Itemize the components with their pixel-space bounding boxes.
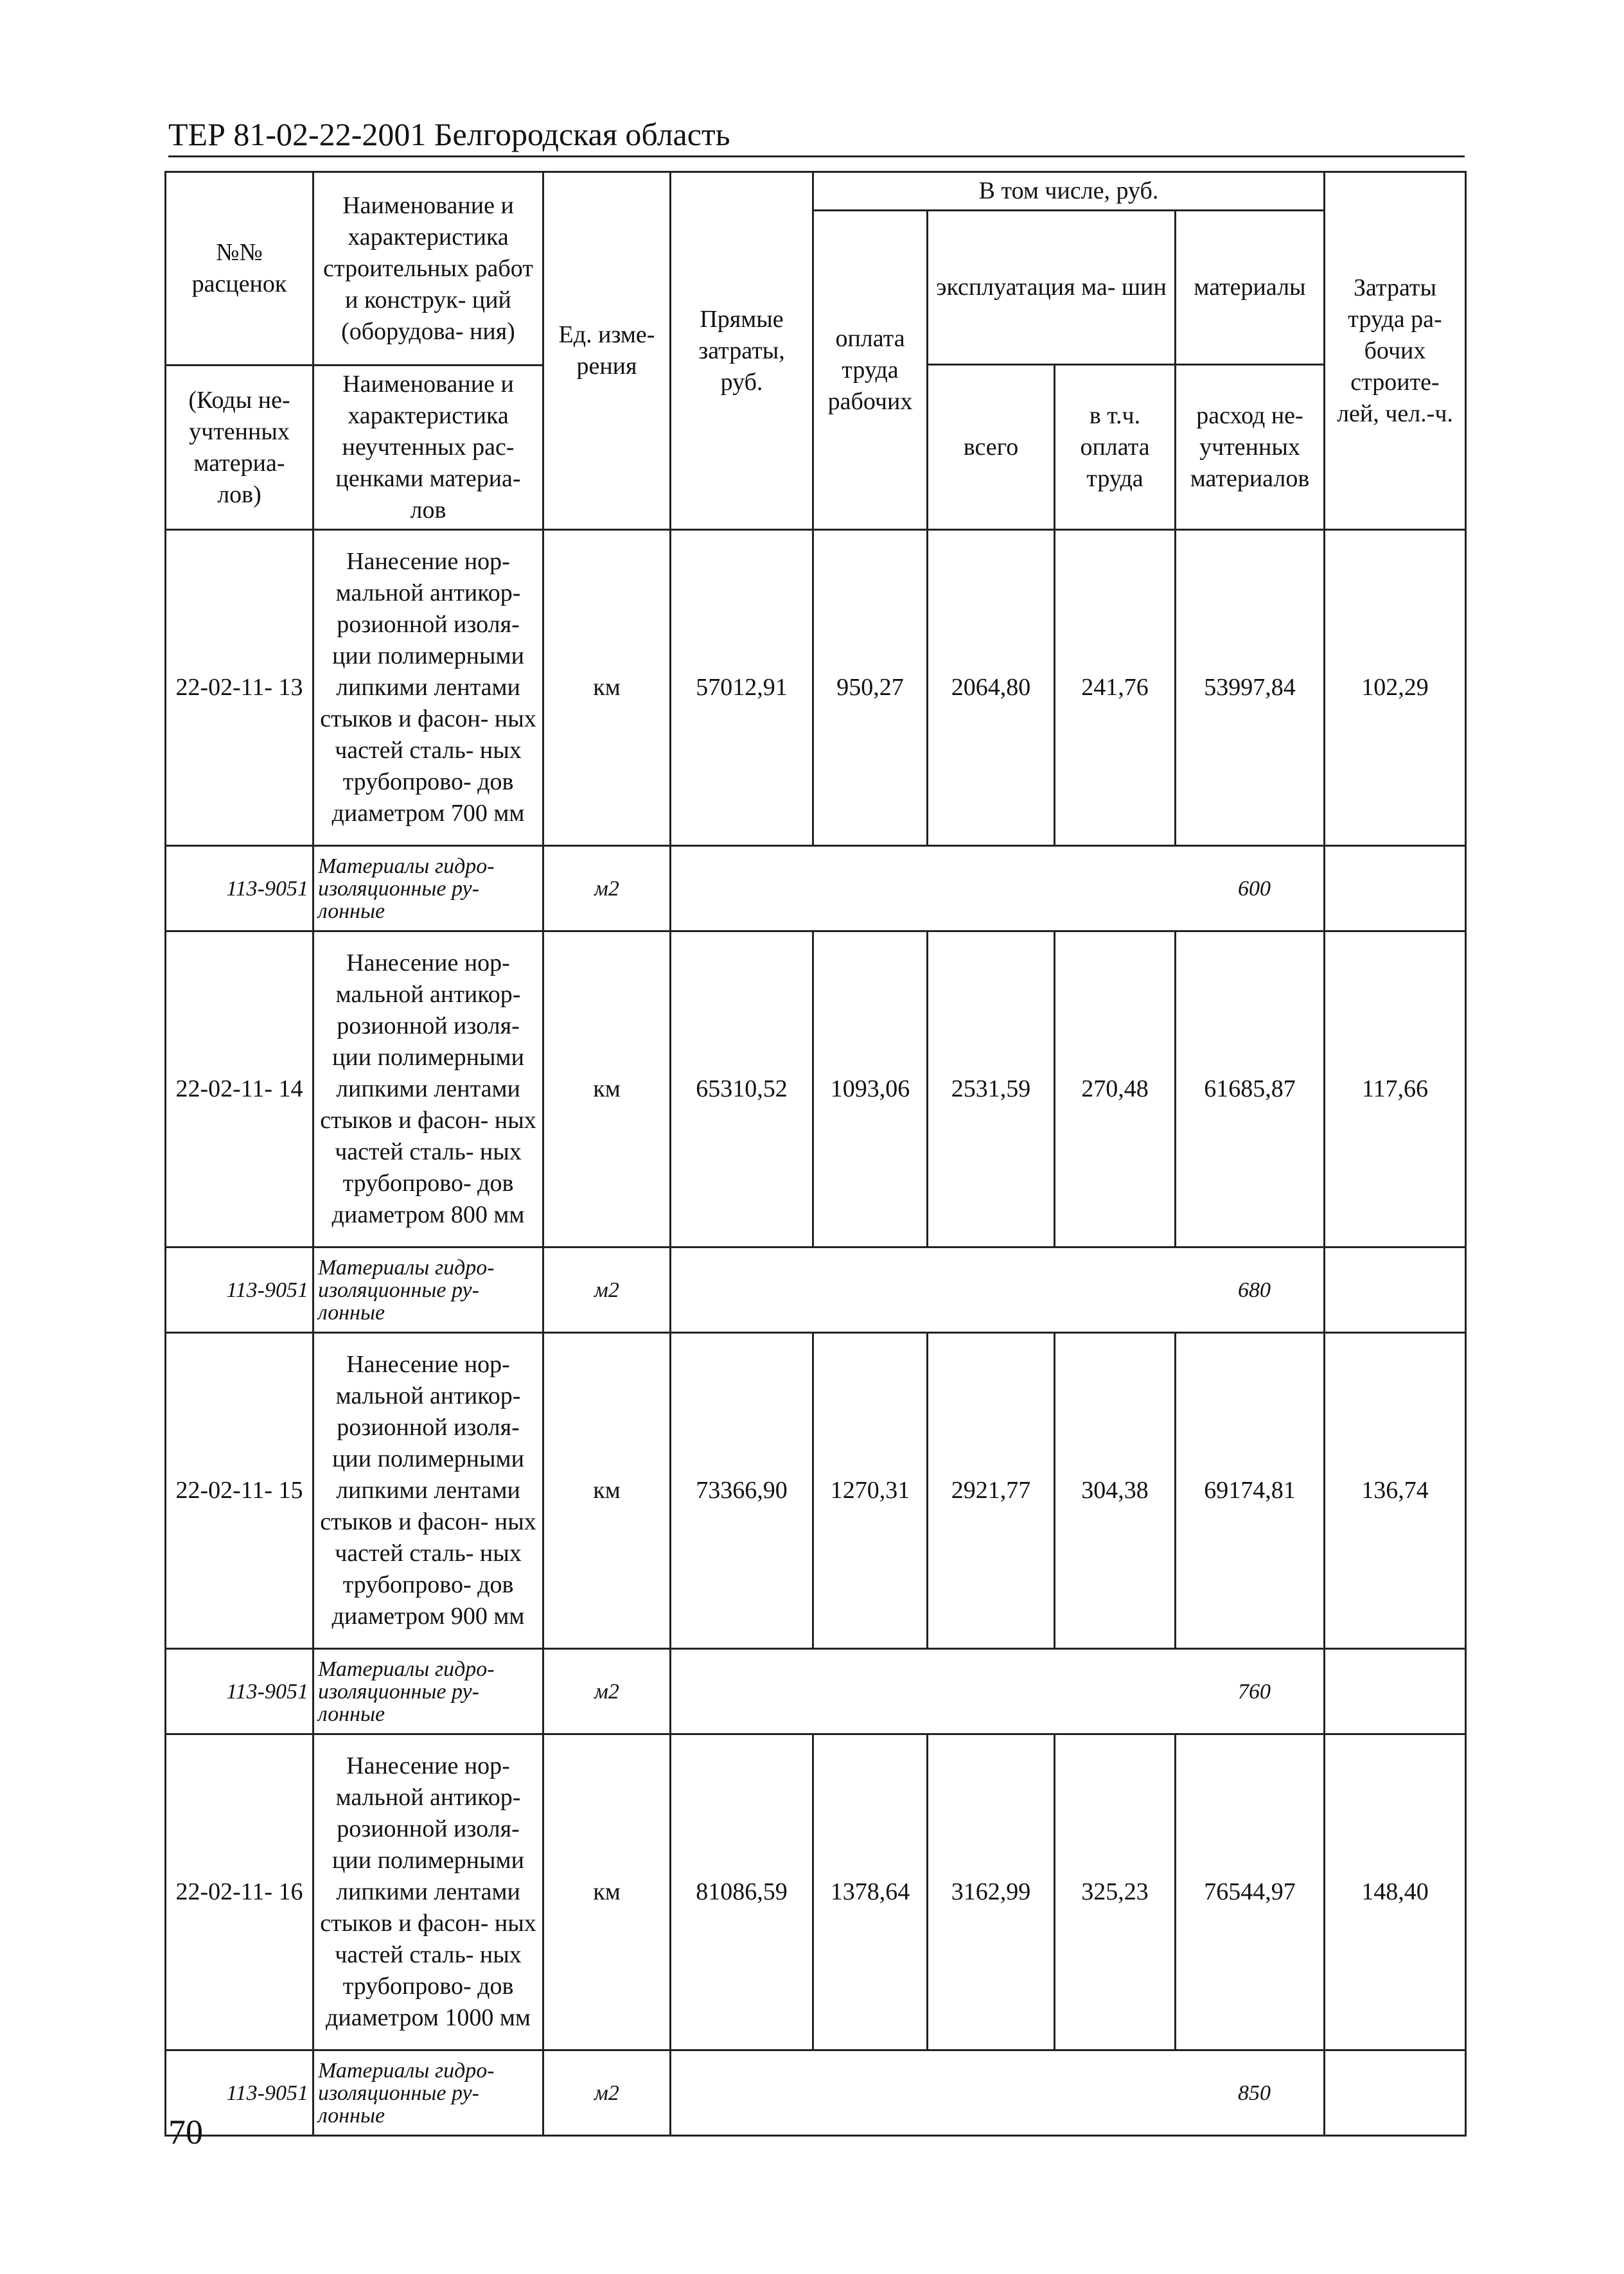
material-unit: м2 (543, 1247, 671, 1333)
direct-cost: 81086,59 (671, 1734, 813, 2050)
material-row (166, 1247, 1466, 1333)
header-name-2: Наименование и характеристика неучтенных рас- ценками материа- лов (313, 366, 543, 530)
wages: 1093,06 (813, 931, 928, 1247)
material-code: 113-9051 (166, 1649, 313, 1734)
material-code: 113-9051 (166, 846, 313, 931)
header-code-2: (Коды не- учтенных материа- лов) (166, 366, 313, 530)
material-labor (1325, 2050, 1466, 2136)
machines-wages: 270,48 (1055, 931, 1176, 1247)
rate-code: 22-02-11- 15 (166, 1333, 313, 1649)
rates-table (164, 171, 1467, 2137)
material-labor (1325, 1649, 1466, 1734)
material-unit: м2 (543, 1649, 671, 1734)
header-name: Наименование и характеристика строительных работ и конструк- ций (оборудова- ния) (313, 172, 543, 366)
header-direct-cost: Прямые затраты, руб. (671, 172, 813, 530)
work-name: Нанесение нор- мальной антикор- розионной изоля- ции полимерными липкими лентами стыков и фасон- ных частей сталь- ных трубопрово- дов диаметром 700 мм (313, 530, 543, 846)
material-qty: 760 (671, 1649, 1325, 1734)
header-machines-total: всего (928, 365, 1055, 530)
machines-wages: 304,38 (1055, 1333, 1176, 1649)
material-row (166, 2050, 1466, 2136)
rate-code: 22-02-11- 16 (166, 1734, 313, 2050)
wages: 1378,64 (813, 1734, 928, 2050)
work-name: Нанесение нор- мальной антикор- розионной изоля- ции полимерными липкими лентами стыков и фасон- ных частей сталь- ных трубопрово- дов диаметром 800 мм (313, 931, 543, 1247)
work-name: Нанесение нор- мальной антикор- розионной изоля- ции полимерными липкими лентами стыков и фасон- ных частей сталь- ных трубопрово- дов диаметром 1000 мм (313, 1734, 543, 2050)
unit: км (543, 1734, 671, 2050)
material-name: Материалы гидро- изоляционные ру- лонные (313, 2050, 543, 2136)
material-name: Материалы гидро- изоляционные ру- лонные (313, 1649, 543, 1734)
header-machines: эксплуатация ма- шин (928, 211, 1176, 365)
direct-cost: 57012,91 (671, 530, 813, 846)
material-labor (1325, 846, 1466, 931)
labor: 136,74 (1325, 1333, 1466, 1649)
wages: 1270,31 (813, 1333, 928, 1649)
header-unit: Ед. изме- рения (543, 172, 671, 530)
rate-code: 22-02-11- 13 (166, 530, 313, 846)
material-qty: 680 (671, 1247, 1325, 1333)
material-code: 113-9051 (166, 1247, 313, 1333)
material-row (166, 846, 1466, 931)
direct-cost: 73366,90 (671, 1333, 813, 1649)
page-header (168, 110, 1465, 157)
header-labor: Затраты труда ра- бочих строите- лей, чел.-ч. (1325, 172, 1466, 530)
unit: км (543, 1333, 671, 1649)
header-wages: оплата труда рабочих (813, 211, 928, 530)
page-number: 70 (168, 2113, 203, 2151)
machines-wages: 241,76 (1055, 530, 1176, 846)
table-row (166, 931, 1466, 1247)
machines-total: 2064,80 (928, 530, 1055, 846)
material-qty: 600 (671, 846, 1325, 931)
labor: 117,66 (1325, 931, 1466, 1247)
machines-total: 2531,59 (928, 931, 1055, 1247)
material-unit: м2 (543, 846, 671, 931)
header-materials: материалы (1176, 211, 1325, 365)
header-code: №№ расценок (166, 172, 313, 366)
material-qty: 850 (671, 2050, 1325, 2136)
material-row (166, 1649, 1466, 1734)
materials: 53997,84 (1176, 530, 1325, 846)
materials: 61685,87 (1176, 931, 1325, 1247)
machines-total: 2921,77 (928, 1333, 1055, 1649)
header-materials-2: расход не- учтенных материалов (1176, 365, 1325, 530)
machines-total: 3162,99 (928, 1734, 1055, 2050)
table-row (166, 530, 1466, 846)
materials: 69174,81 (1176, 1333, 1325, 1649)
machines-wages: 325,23 (1055, 1734, 1176, 2050)
wages: 950,27 (813, 530, 928, 846)
unit: км (543, 530, 671, 846)
material-code: 113-9051 (166, 2050, 313, 2136)
header-including: В том числе, руб. (813, 172, 1325, 211)
material-name: Материалы гидро- изоляционные ру- лонные (313, 1247, 543, 1333)
labor: 148,40 (1325, 1734, 1466, 2050)
direct-cost: 65310,52 (671, 931, 813, 1247)
table-row (166, 1734, 1466, 2050)
work-name: Нанесение нор- мальной антикор- розионной изоля- ции полимерными липкими лентами стыков и фасон- ных частей сталь- ных трубопрово- дов диаметром 900 мм (313, 1333, 543, 1649)
materials: 76544,97 (1176, 1734, 1325, 2050)
table-row (166, 1333, 1466, 1649)
header-row-1 (166, 172, 1466, 211)
labor: 102,29 (1325, 530, 1466, 846)
rate-code: 22-02-11- 14 (166, 931, 313, 1247)
material-name: Материалы гидро- изоляционные ру- лонные (313, 846, 543, 931)
unit: км (543, 931, 671, 1247)
material-labor (1325, 1247, 1466, 1333)
header-machines-wages: в т.ч. оплата труда (1055, 365, 1176, 530)
document-title: ТЕР 81-02-22-2001 Белгородская область (168, 116, 730, 152)
material-unit: м2 (543, 2050, 671, 2136)
